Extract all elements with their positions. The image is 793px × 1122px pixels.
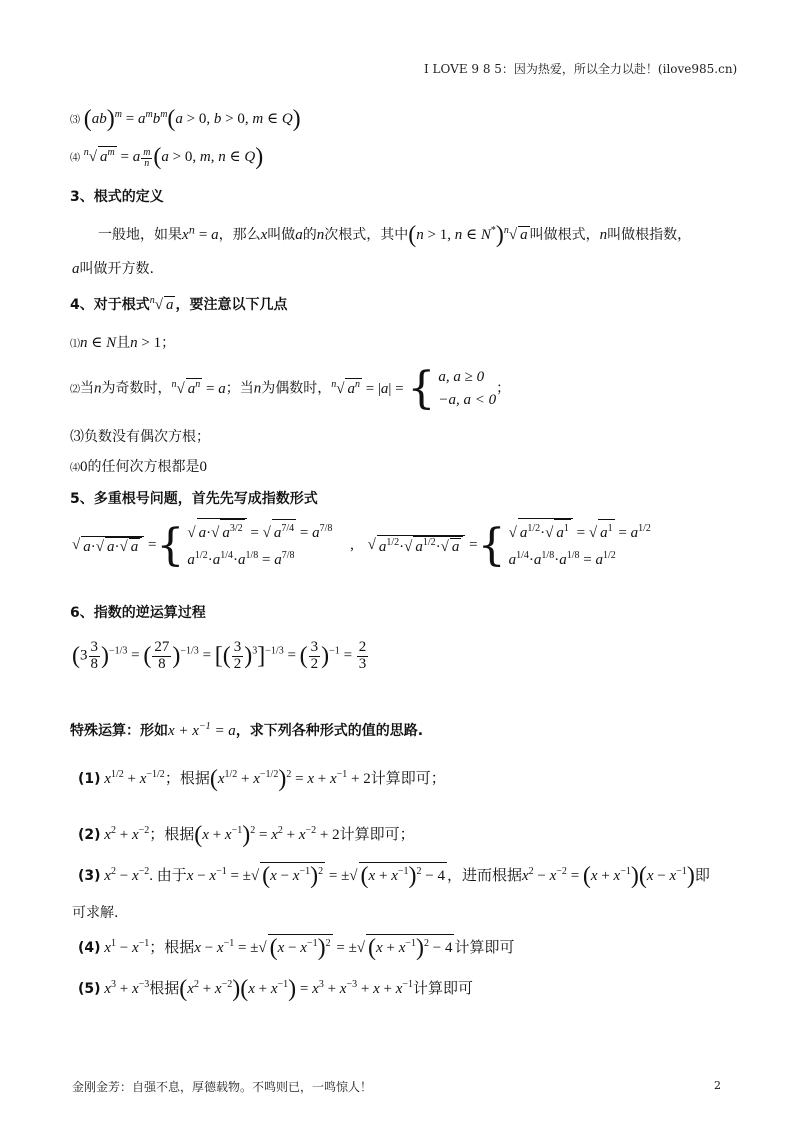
page-header: I LOVE 9 8 5：因为热爱，所以全力以赴！(ilove985.cn) (424, 62, 738, 76)
section-6-title: 6、指数的逆运算过程 (70, 605, 206, 621)
section-4-item-2: ⑵当n为奇数时，$^n$√ $a^n = a$；当n为偶数时，$^n$√ $a^n = |a|$ = { a, a ≥ 0 −a, a < 0 ； (70, 362, 511, 414)
property-3-label: ⑶ (70, 114, 80, 126)
property-4: ⑷ $^n$√ $a^m = a$ $\frac{m}{n}$ (a > 0, m, n ∈ Q) (70, 144, 264, 170)
special-item-2: (2) $x^2 + x^{-2}$；根据$(x + x^{-1})^2 = x^2 + x^{-2} + 2$计算即可； (78, 822, 415, 848)
section-4-item-1: ⑴n ∈ N且n > 1； (70, 335, 176, 351)
footer-motto: 金刚金芳：自强不息，厚德载物。不鸣则已，一鸣惊人！ (72, 1080, 373, 1094)
special-item-1: (1) $x^{1/2} + x^{-1/2}$；根据$(x^{1/2} + x^{-1/2})^2 = x + x^{-1} + 2$计算即可； (78, 766, 446, 792)
property-4-label: ⑷ (70, 152, 80, 164)
section-5-title: 5、多重根号问题，首先先写成指数形式 (70, 491, 318, 507)
section-3-paragraph-cont: a叫做开方数. (72, 261, 154, 277)
section-5-formula: √ a·√ a·√ a = { √ a·√ $a^{3/2}$ = √ $a^{7/4} = a^{7/8}$ $a^{1/2}\cdot a^{1/4}\cdot a^{1/8} = a^{7/8}$ , √ $a^{1/2}\cdot√$ $a^{1/2}\cdot√$ a = { √ $a^{1/2}\cdot√$ $a^1$ = √ $a^1 = a^{1/2}$ $a^{1/4}\cdot a^{1/8}\cdot a^{1/8} = a^{1/2}$ (72, 519, 651, 571)
section-3-paragraph: 一般地，如果$x^n = a$，那么x叫做a的n次根式，其中(n > 1, n ∈ N*)$^n$√ a 叫做根式，n叫做根指数， (98, 222, 692, 248)
section-4-item-4: ⑷0的任何次方根都是0 (70, 459, 207, 475)
special-item-5: (5) $x^3 + x^{-3}$根据$(x^2 + x^{-2})(x + x^{-1}) = x^3 + x^{-3} + x + x^{-1}$计算即可 (78, 976, 474, 1002)
special-item-3: (3) $x^2 - x^{-2}$. 由于$x - x^{-1}$ = ±√ $(x - x^{-1})^2$ = ±√ $(x + x^{-1})^2 - 4$ ，进而根据$x^2 - x^{-2} = (x + x^{-1})(x - x^{-1})$即 (78, 863, 710, 889)
property-3: ⑶ $(ab)^m = a^mb^m(a > 0$, b > 0, m ∈ Q) (70, 106, 301, 132)
section-4-title: 4、对于根式$^n$√ a ，要注意以下几点 (70, 295, 288, 313)
special-title: 特殊运算：形如$x + x^{-1} = a$，求下列各种形式的值的思路. (70, 721, 424, 739)
section-4-item-3: ⑶负数没有偶次方根； (70, 429, 210, 445)
section-3-title: 3、根式的定义 (70, 189, 164, 205)
section-6-formula: (3 $\frac{3}{8}$ )$^{-1/3}$ = ( $\frac{27}{8}$ )$^{-1/3}$ = [( $\frac{3}{2}$ )$^3$]$^{-1/3}$ = ( $\frac{3}{2}$ )$^{-1}$ = $\frac{2}{3}$ (72, 639, 367, 672)
page-number: 2 (714, 1079, 721, 1092)
special-item-4: (4) $x^1 - x^{-1}$；根据$x - x^{-1}$ = ±√ $(x - x^{-1})^2$ = ±√ $(x + x^{-1})^2 - 4$ 计算即可 (78, 935, 515, 961)
special-item-3-cont: 可求解. (72, 905, 119, 921)
